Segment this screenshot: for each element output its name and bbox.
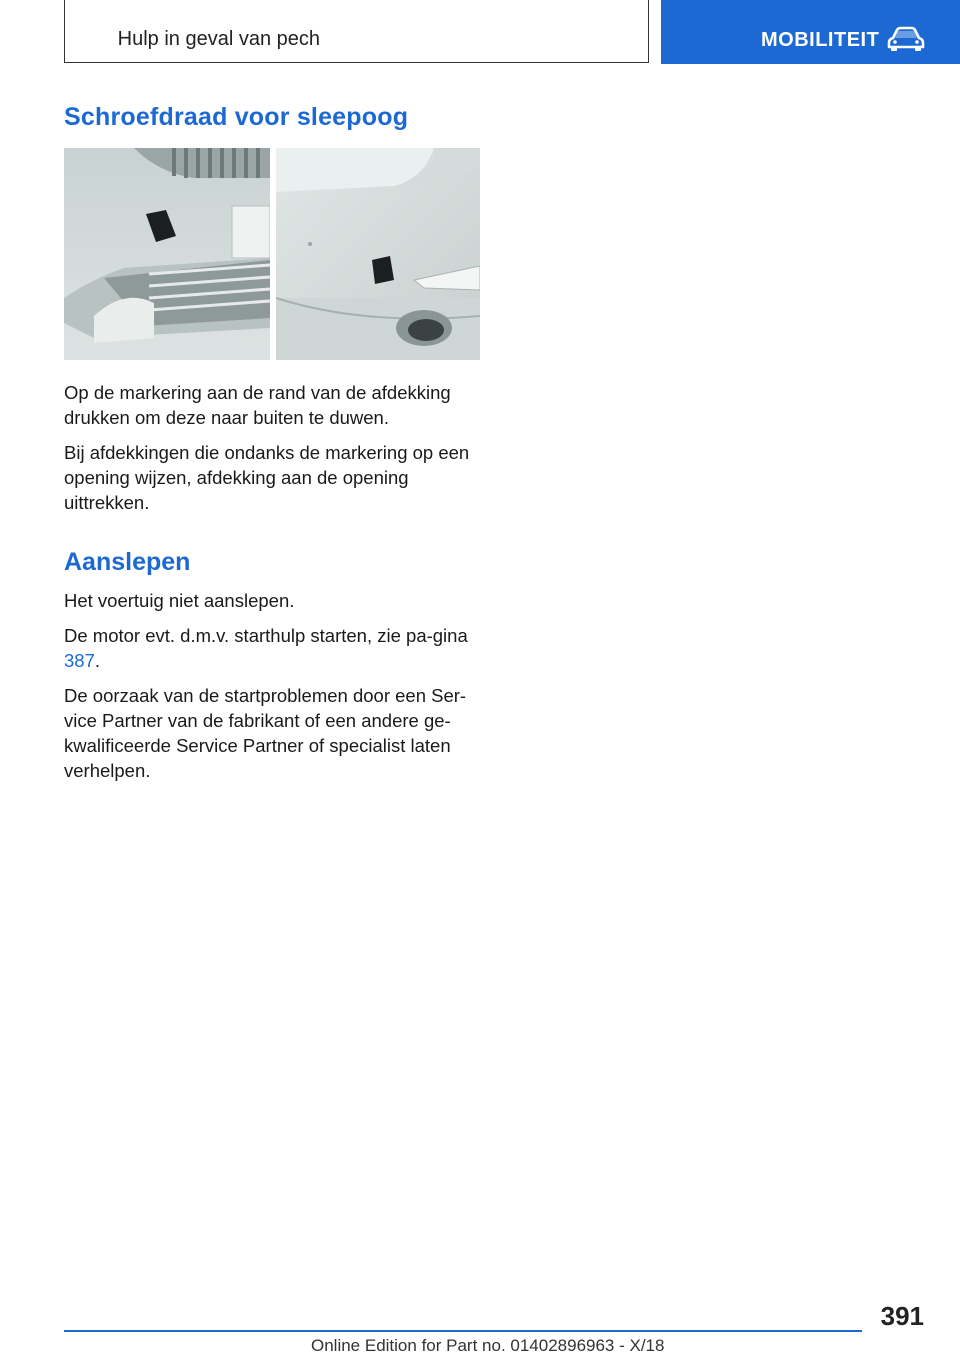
paragraph: Het voertuig niet aanslepen. bbox=[64, 590, 295, 611]
section2-body bbox=[64, 588, 484, 793]
paragraph-text: De motor evt. d.m.v. starthulp starten, zie pa-gina bbox=[64, 625, 468, 646]
section-title: Hulp in geval van pech bbox=[117, 28, 320, 50]
paragraph bbox=[64, 623, 484, 673]
paragraph: De oorzaak van de startproblemen door een Ser-vice Partner van de fabrikant of een andere ge-kwalificeerde Service Partner of specialist laten verhelpen. bbox=[64, 685, 467, 781]
paragraph-end: . bbox=[94, 650, 101, 671]
paragraph: Bij afdekkingen die ondanks de markering op een opening wijzen, afdekking aan de opening uittrekken. bbox=[64, 442, 470, 513]
page-number: 391 bbox=[880, 1301, 924, 1331]
chapter-tab-label: MOBILITEIT bbox=[761, 29, 880, 51]
header-frame bbox=[64, 0, 649, 63]
section-heading: Schroefdraad voor sleepoog bbox=[64, 103, 409, 131]
chapter-tab[interactable] bbox=[661, 0, 960, 64]
footer-divider bbox=[64, 1330, 862, 1332]
footer-edition: Online Edition for Part no. 01402896963 - X/18 bbox=[311, 1336, 665, 1355]
tow-eye-thread-photo bbox=[64, 148, 480, 360]
section1-body bbox=[64, 380, 484, 525]
car-icon bbox=[887, 26, 925, 52]
page-reference-link[interactable]: 387 bbox=[64, 650, 95, 671]
subsection-heading: Aanslepen bbox=[64, 548, 191, 576]
paragraph: Op de markering aan de rand van de afdekking drukken om deze naar buiten te duwen. bbox=[64, 382, 451, 428]
